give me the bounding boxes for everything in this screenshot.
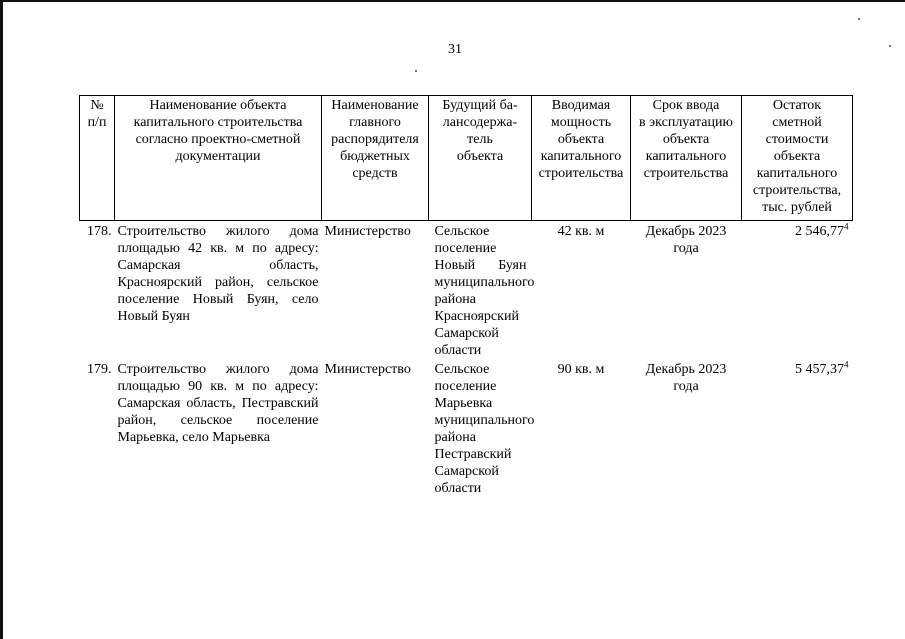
header-remaining-cost: Остаток сметной стоимости объекта капитального строительства, тыс. рублей bbox=[742, 96, 853, 221]
capital-construction-table bbox=[79, 95, 853, 497]
budget-manager: Министерство bbox=[324, 224, 411, 239]
table-header-row bbox=[80, 96, 853, 221]
header-number: № п/п bbox=[80, 96, 115, 221]
header-deadline: Срок ввода в эксплуатацию объекта капитального строительства bbox=[631, 96, 742, 221]
future-holder: Сельское поселение Новый Буян муниципального района Красноярский Самарской области bbox=[434, 224, 535, 358]
scan-left-edge bbox=[0, 0, 3, 639]
capacity: 42 кв. м bbox=[557, 224, 605, 239]
future-holder: Сельское поселение Марьевка муниципального района Пестравский Самарской области bbox=[434, 362, 535, 496]
header-capacity: Вводимая мощность объекта капитального строительства bbox=[532, 96, 631, 221]
row-number: 178. bbox=[87, 224, 112, 239]
footnote-mark: 4 bbox=[844, 221, 849, 232]
object-name: Строительство жилого дома площадью 42 кв. м по адресу: Самарская область, Красноярский район, сельское поселение Новый Буян, село Новый Буян bbox=[117, 224, 319, 324]
table-row bbox=[80, 221, 853, 360]
scan-speck bbox=[415, 70, 417, 72]
row-number: 179. bbox=[87, 362, 112, 377]
scan-speck bbox=[889, 45, 891, 47]
deadline: Декабрь 2023 года bbox=[645, 224, 727, 256]
header-future-holder: Будущий ба- лансодержа- тель объекта bbox=[429, 96, 532, 221]
deadline: Декабрь 2023 года bbox=[645, 362, 727, 394]
table-row bbox=[80, 359, 853, 497]
remaining-cost bbox=[742, 359, 853, 497]
header-budget-manager: Наименование главного распорядителя бюджетных средств bbox=[322, 96, 429, 221]
budget-manager: Министерство bbox=[324, 362, 411, 377]
remaining-cost bbox=[742, 221, 853, 360]
scan-top-edge bbox=[0, 0, 905, 9]
capacity: 90 кв. м bbox=[557, 362, 605, 377]
page-number: 31 bbox=[448, 42, 462, 57]
header-object-name: Наименование объекта капитального строительства согласно проектно-сметной документации bbox=[115, 96, 322, 221]
object-name: Строительство жилого дома площадью 90 кв. м по адресу: Самарская область, Пестравский район, сельское поселение Марьевка, село Марьевка bbox=[117, 362, 319, 445]
footnote-mark: 4 bbox=[844, 359, 849, 370]
cost-value: 5 457,37 bbox=[795, 362, 844, 377]
scan-speck bbox=[858, 18, 860, 20]
cost-value: 2 546,77 bbox=[795, 224, 844, 239]
